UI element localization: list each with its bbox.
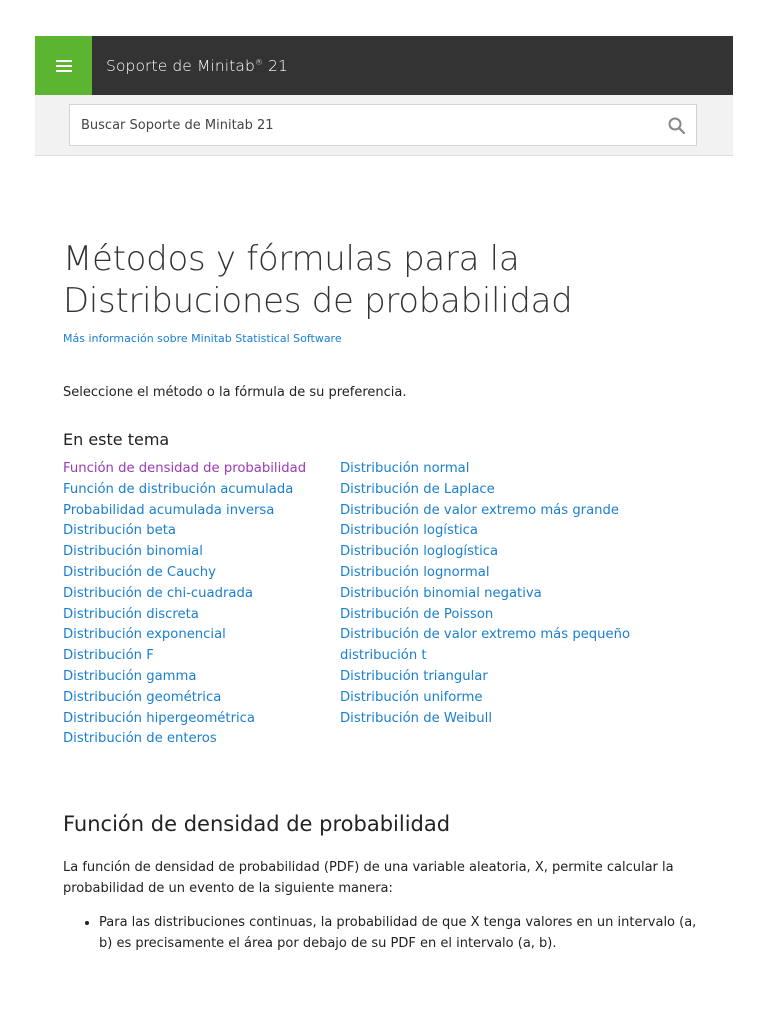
toc-link[interactable]: Distribución triangular: [340, 668, 488, 684]
hamburger-menu-icon: [56, 60, 72, 72]
registered-mark: ®: [254, 57, 263, 67]
section-heading: Función de densidad de probabilidad: [63, 812, 451, 837]
page-title: [63, 238, 713, 322]
toc-link[interactable]: Distribución logística: [340, 523, 479, 539]
search-box: [69, 104, 697, 146]
page-title-line2: Distribuciones de probabilidad: [63, 281, 573, 321]
toc-link[interactable]: Distribución beta: [63, 523, 176, 539]
toc-link[interactable]: Distribución binomial: [63, 544, 203, 560]
toc-link[interactable]: Distribución hipergeométrica: [63, 710, 256, 726]
table-of-contents: [63, 459, 713, 750]
toc-link[interactable]: distribución t: [340, 648, 427, 664]
toc-link[interactable]: Distribución de Laplace: [340, 481, 495, 497]
search-input[interactable]: [70, 117, 643, 134]
site-title[interactable]: [106, 57, 288, 75]
toc-link[interactable]: Distribución de valor extremo más pequeño: [340, 627, 631, 643]
intro-text: Seleccione el método o la fórmula de su preferencia.: [63, 385, 407, 400]
toc-link[interactable]: Distribución de enteros: [63, 731, 217, 747]
toc-link[interactable]: Distribución normal: [340, 461, 470, 476]
toc-link[interactable]: Distribución de Cauchy: [63, 564, 216, 580]
toc-link[interactable]: Distribución discreta: [63, 606, 199, 622]
main-content: [63, 238, 713, 954]
toc-column-1: [63, 459, 340, 750]
toc-heading: En este tema: [63, 430, 170, 449]
list-item: • Para las distribuciones continuas, la probabilidad de que X tenga valores en un intervalo (a, b) es precisamente el área por debajo de su PDF en el intervalo (a, b).: [99, 912, 713, 954]
toc-link[interactable]: Distribución exponencial: [63, 627, 226, 643]
menu-button[interactable]: [35, 36, 92, 95]
toc-link[interactable]: Distribución binomial negativa: [340, 585, 542, 601]
toc-link[interactable]: Distribución de Poisson: [340, 606, 494, 622]
site-version: 21: [263, 56, 288, 75]
page-title-line1: Métodos y fórmulas para la: [63, 239, 520, 279]
search-icon[interactable]: [668, 117, 685, 134]
toc-link[interactable]: Distribución de valor extremo más grande: [340, 502, 620, 518]
toc-link[interactable]: Distribución geométrica: [63, 689, 222, 705]
section-paragraph: La función de densidad de probabilidad (PDF) de una variable aleatoria, X, permite calcular la probabilidad de un evento de la siguiente manera:: [63, 860, 674, 897]
top-navigation-bar: [35, 36, 733, 95]
toc-link[interactable]: Función de densidad de probabilidad: [63, 461, 307, 476]
toc-column-2: [340, 459, 630, 750]
toc-link[interactable]: Distribución lognormal: [340, 564, 490, 580]
toc-link[interactable]: Distribución loglogística: [340, 544, 499, 560]
site-title-text: Soporte de Minitab: [106, 56, 255, 75]
toc-link[interactable]: Distribución F: [63, 648, 154, 664]
search-band: [35, 95, 733, 156]
toc-link[interactable]: Función de distribución acumulada: [63, 481, 294, 497]
toc-link[interactable]: Distribución de Weibull: [340, 710, 492, 726]
toc-link[interactable]: Probabilidad acumulada inversa: [63, 502, 275, 518]
toc-link[interactable]: Distribución uniforme: [340, 689, 483, 705]
section-bullet-list: [63, 912, 713, 954]
toc-link[interactable]: Distribución de chi-cuadrada: [63, 585, 253, 601]
toc-link[interactable]: Distribución gamma: [63, 668, 197, 684]
more-info-link[interactable]: Más información sobre Minitab Statistical Software: [63, 332, 342, 345]
